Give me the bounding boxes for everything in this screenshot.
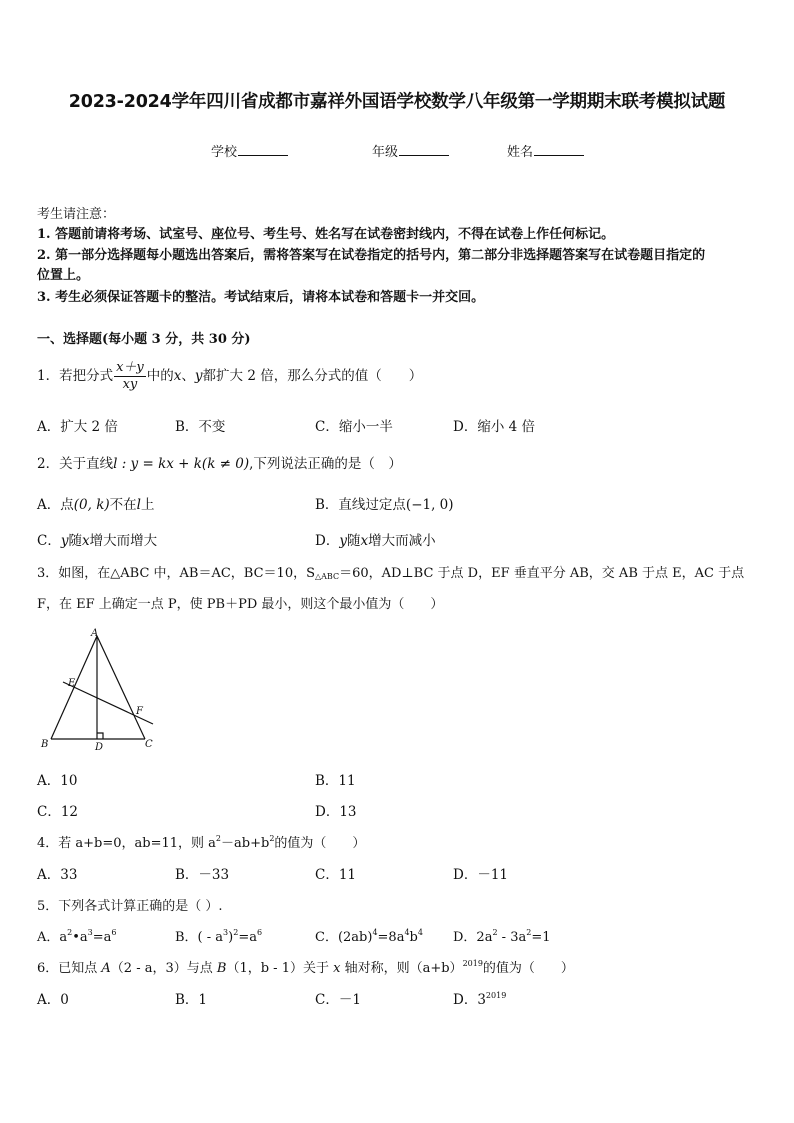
question-3-line-1 xyxy=(37,562,744,581)
q4-option-d[interactable]: D．－11 xyxy=(453,867,509,883)
name-label: 姓名 xyxy=(507,145,534,160)
q5-b-3: =a xyxy=(238,930,257,945)
q5-a-exp-1: 2 xyxy=(67,928,73,937)
q5-b-1: B．( - a xyxy=(175,930,224,945)
q2-c-pre: C． xyxy=(37,533,61,549)
q5-b-exp-3: 6 xyxy=(256,928,263,937)
q6-d-base: D．3 xyxy=(453,992,486,1008)
name-blank[interactable] xyxy=(534,143,584,156)
q5-d-exp-1: 2 xyxy=(492,928,498,937)
q3-option-b[interactable]: B．11 xyxy=(315,773,356,789)
grade-label: 年级 xyxy=(372,145,399,160)
q3-option-c[interactable]: C．12 xyxy=(37,804,79,820)
q6-a: 6．已知点 xyxy=(37,961,102,976)
notice-item-3: 3. 考生必须保证答题卡的整洁。考试结束后，请将本试卷和答题卡一并交回。 xyxy=(37,290,485,305)
q5-b-2: ) xyxy=(228,930,234,945)
question-5: 5．下列各式计算正确的是（ ）. xyxy=(37,899,223,914)
side-ac xyxy=(97,636,145,739)
q1-option-d[interactable]: D．缩小 4 倍 xyxy=(453,419,535,435)
q5-c-exp-3: 4 xyxy=(417,928,423,937)
q1-option-b[interactable]: B．不变 xyxy=(175,419,226,435)
question-2 xyxy=(37,452,402,472)
line-ef xyxy=(63,682,153,724)
q2-b-point: (−1, 0) xyxy=(405,497,454,513)
q1-fraction xyxy=(114,360,146,393)
q2-expr: l : y = kx + k(k ≠ 0) xyxy=(113,456,250,472)
q5-a-exp-2: 3 xyxy=(87,928,93,937)
q5-option-d[interactable] xyxy=(453,926,551,945)
q2-a-pre: A．点 xyxy=(37,497,74,513)
q5-c-3: b xyxy=(409,930,418,945)
q6-point-a: A xyxy=(101,961,111,976)
label-b: B xyxy=(41,739,49,750)
q1-numerator: x＋y xyxy=(116,360,144,375)
grade-field[interactable] xyxy=(372,141,449,160)
q4-a: 4．若 a+b=0，ab=11，则 a xyxy=(37,836,216,851)
q1-var-x: x xyxy=(173,368,182,384)
q5-b-exp-2: 2 xyxy=(233,928,239,937)
q6-option-a[interactable]: A．0 xyxy=(37,992,69,1008)
q6-d: 轴对称，则（a+b） xyxy=(340,961,463,976)
q2-option-d[interactable] xyxy=(315,529,436,549)
q2-b-pre: B．直线过定点 xyxy=(315,497,406,513)
notice-heading: 考生请注意： xyxy=(37,207,116,222)
q2-option-c[interactable] xyxy=(37,529,157,549)
q2-d-post: 增大而减小 xyxy=(368,533,436,549)
q5-d-exp-2: 2 xyxy=(526,928,532,937)
q4-exp-2: 2 xyxy=(269,834,275,843)
q4-b: －ab+b xyxy=(221,836,270,851)
q2-c-y: y xyxy=(60,533,69,549)
q2-c-x: x xyxy=(81,533,90,549)
q1-pre: 1．若把分式 xyxy=(37,368,114,384)
q1-post: 都扩大 2 倍，那么分式的值（ ） xyxy=(202,368,423,384)
question-1 xyxy=(37,356,422,396)
q2-d-y: y xyxy=(339,533,347,549)
q6-option-b[interactable]: B．1 xyxy=(175,992,208,1008)
q1-option-a[interactable]: A．扩大 2 倍 xyxy=(37,419,118,435)
q5-d-3: =1 xyxy=(531,930,551,945)
q5-c-exp-1: 4 xyxy=(372,928,378,937)
q5-c-1: C．(2ab) xyxy=(315,930,373,945)
q5-c-exp-2: 4 xyxy=(404,928,410,937)
q5-c-2: =8a xyxy=(377,930,405,945)
q2-d-pre: D． xyxy=(315,533,340,549)
school-label: 学校 xyxy=(211,145,238,160)
q1-sep: 、 xyxy=(181,368,195,384)
q2-d-mid: 随 xyxy=(346,533,361,549)
label-c: C xyxy=(145,739,153,750)
q6-c: （1，b - 1）关于 xyxy=(226,961,334,976)
q4-c: 的值为（ ） xyxy=(274,836,366,851)
question-4 xyxy=(37,832,365,851)
q6-exp: 2019 xyxy=(462,959,483,968)
q5-a-2: •a xyxy=(72,930,88,945)
label-d: D xyxy=(95,742,104,753)
q5-a-3: =a xyxy=(92,930,112,945)
q2-option-a[interactable] xyxy=(37,493,154,513)
q4-option-a[interactable]: A．33 xyxy=(37,867,78,883)
q2-a-post: 上 xyxy=(140,497,155,513)
label-e: E xyxy=(68,678,76,689)
q5-option-a[interactable] xyxy=(37,926,117,945)
q2-c-post: 增大而增大 xyxy=(89,533,158,549)
q2-a-point: (0, k) xyxy=(73,497,110,513)
section-heading: 一、选择题(每小题 3 分，共 30 分) xyxy=(37,332,251,347)
q4-exp-1: 2 xyxy=(215,834,222,843)
q3-line1-a: 3．如图，在△ABC 中，AB＝AC，BC＝10，S xyxy=(37,566,315,581)
q5-option-b[interactable] xyxy=(175,926,262,945)
name-field[interactable] xyxy=(507,141,584,160)
question-6 xyxy=(37,957,574,976)
notice-item-2-cont: 位置上。 xyxy=(37,268,90,283)
q6-x: x xyxy=(333,961,341,976)
grade-blank[interactable] xyxy=(399,143,449,156)
q5-d-1: D．2a xyxy=(453,930,493,945)
q4-option-c[interactable]: C．11 xyxy=(315,867,357,883)
q2-a-mid: 不在 xyxy=(109,497,137,513)
q2-d-x: x xyxy=(360,533,369,549)
q1-denominator: xy xyxy=(122,377,138,392)
q5-option-c[interactable] xyxy=(315,926,423,945)
page-title: 2023-2024学年四川省成都市嘉祥外国语学校数学八年级第一学期期末联考模拟试题 xyxy=(68,92,726,112)
q3-option-a[interactable]: A．10 xyxy=(37,773,78,789)
q5-a-exp-3: 6 xyxy=(111,928,117,937)
q2-c-mid: 随 xyxy=(68,533,82,549)
label-f: F xyxy=(136,706,143,717)
label-a: A xyxy=(91,628,99,639)
q5-a-1: A．a xyxy=(37,930,68,945)
q6-d-exp: 2019 xyxy=(485,991,507,1000)
q3-line1-b: ＝60，AD⊥BC 于点 D，EF 垂直平分 AB，交 AB 于点 E，AC 于点 xyxy=(339,566,745,581)
q6-option-c[interactable]: C．－1 xyxy=(315,992,361,1008)
q2-option-b[interactable] xyxy=(315,493,454,513)
triangle-figure xyxy=(35,624,165,754)
q3-option-d[interactable]: D．13 xyxy=(315,804,357,820)
q6-point-b: B xyxy=(216,961,227,976)
notice-item-2: 2. 第一部分选择题每小题选出答案后，需将答案写在试卷指定的括号内，第二部分非选择题答案写在试卷题目指定的 xyxy=(37,248,706,263)
q6-e: 的值为（ ） xyxy=(482,961,574,976)
q6-option-d[interactable] xyxy=(453,988,506,1008)
q6-b: （2 - a，3）与点 xyxy=(110,961,217,976)
right-angle-mark xyxy=(97,733,103,739)
q4-option-b[interactable]: B．－33 xyxy=(175,867,230,883)
q2-post: ,下列说法正确的是（ ） xyxy=(249,456,402,472)
q5-b-exp-1: 3 xyxy=(223,928,229,937)
school-field[interactable] xyxy=(211,141,288,160)
school-blank[interactable] xyxy=(238,143,288,156)
q2-pre: 2．关于直线 xyxy=(37,456,114,472)
q3-subscript: △ABC xyxy=(315,572,340,581)
q1-var-y: y xyxy=(194,368,203,384)
q5-d-2: - 3a xyxy=(497,930,527,945)
q1-option-c[interactable]: C．缩小一半 xyxy=(315,419,393,435)
q2-a-l: l xyxy=(136,497,141,513)
question-3-line-2: F，在 EF 上确定一点 P，使 PB＋PD 最小，则这个最小值为（ ） xyxy=(37,597,444,612)
q1-mid: 中的 xyxy=(146,368,174,384)
notice-item-1: 1. 答题前请将考场、试室号、座位号、考生号、姓名写在试卷密封线内，不得在试卷上作任何标记。 xyxy=(37,227,615,242)
